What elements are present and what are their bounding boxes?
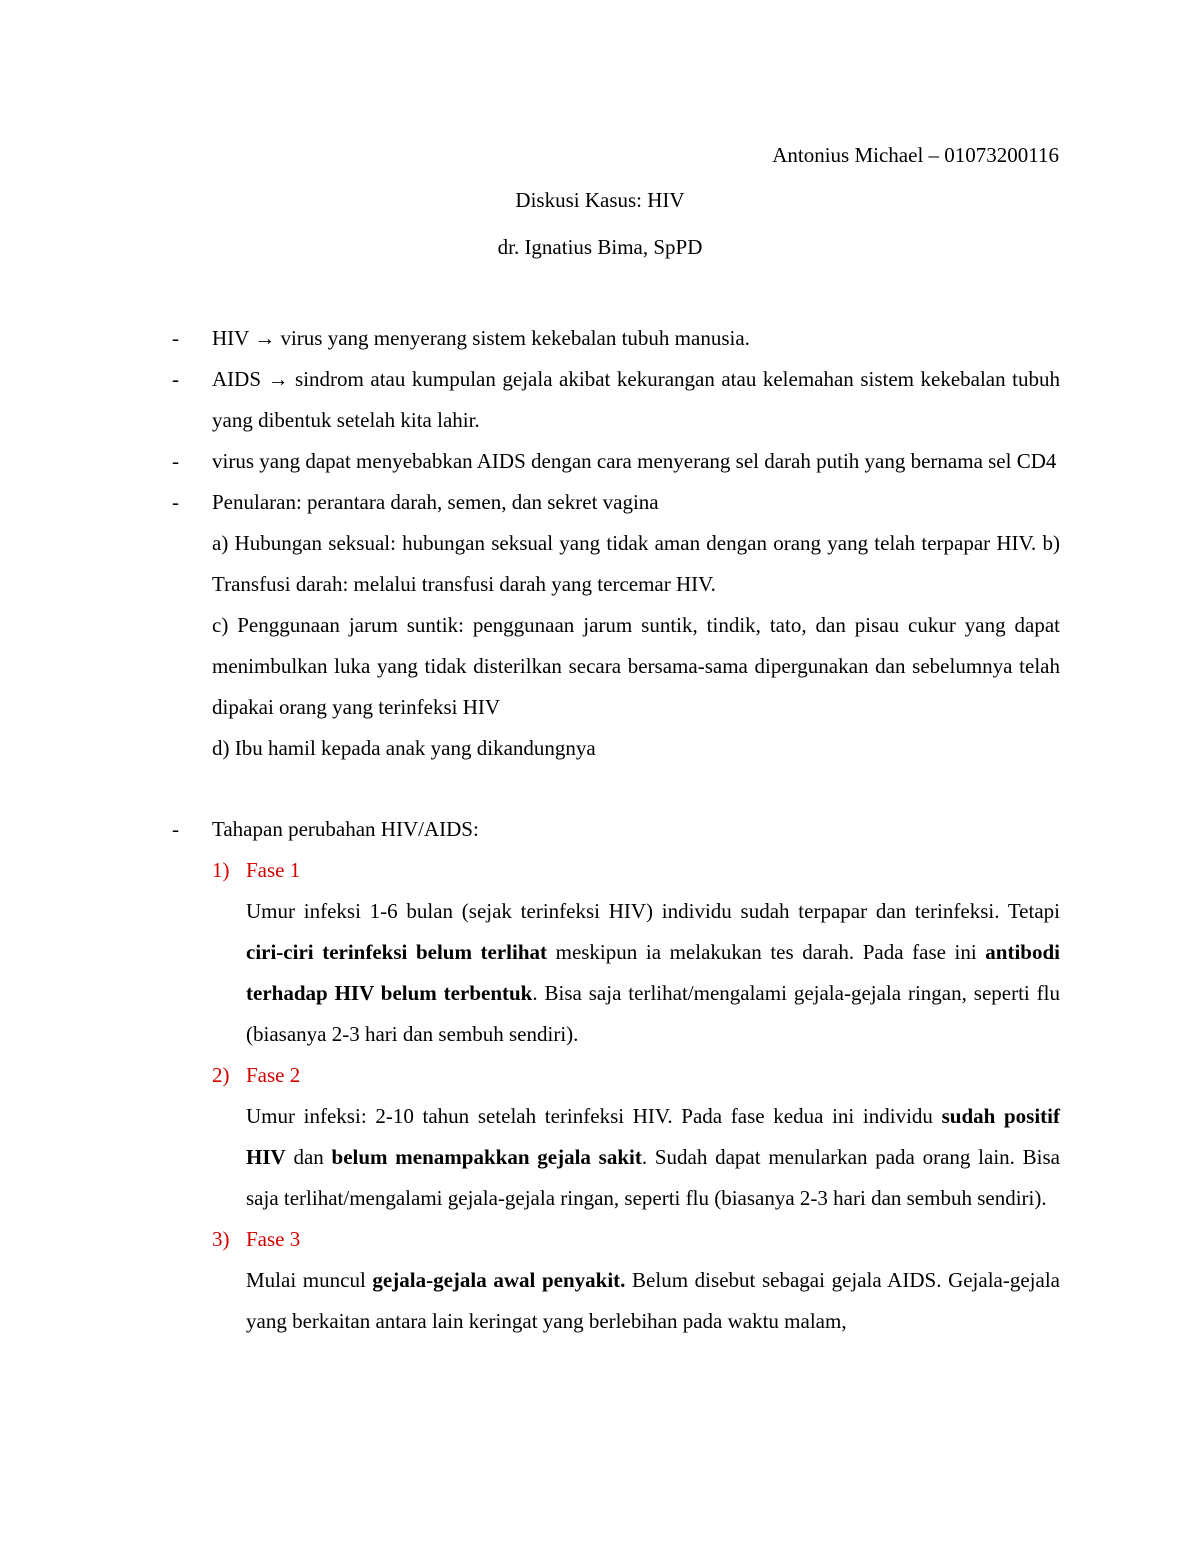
bullet-text: HIV → virus yang menyerang sistem kekebalan tubuh manusia. [212, 326, 750, 350]
text: meskipun ia melakukan tes darah. Pada fase ini [547, 940, 986, 964]
text: . Bisa saja terlihat/mengalami gejala-gejala ringan, seperti flu (biasanya 2-3 hari dan sembuh sendiri). [246, 981, 1060, 1046]
phase-number: 1) [212, 858, 230, 882]
bullet-aids [172, 359, 1060, 441]
bullet-dash: - [172, 326, 179, 350]
transmission-d: d) Ibu hamil kepada anak yang dikandungnya [212, 736, 596, 760]
phase-label: Fase 3 [246, 1227, 301, 1251]
text: Belum disebut sebagai gejala AIDS. Gejala-gejala yang berkaitan antara lain keringat yang berlebihan pada waktu malam, [246, 1268, 1060, 1333]
bullet-hiv [172, 318, 1060, 359]
transmission-c: c) Penggunaan jarum suntik: penggunaan jarum suntik, tindik, tato, dan pisau cukur yang dapat menimbulkan luka yang tidak disterilkan secara bersama-sama dipergunakan dan sebelumnya telah dipakai orang yang terinfeksi HIV [212, 613, 1060, 719]
phase-label: Fase 1 [246, 858, 301, 882]
document-body [172, 318, 1060, 1342]
spacer [172, 769, 1060, 809]
bullet-text: AIDS → sindrom atau kumpulan gejala akibat kekurangan atau kelemahan sistem kekebalan tubuh yang dibentuk setelah kita lahir. [212, 367, 1060, 432]
bold-text: sudah positif HIV [246, 1104, 1060, 1169]
bullet-text: Tahapan perubahan HIV/AIDS: [212, 817, 479, 841]
phase-2-description [172, 1096, 1060, 1219]
bullet-text: virus yang dapat menyebabkan AIDS dengan cara menyerang sel darah putih yang bernama sel CD4 [212, 449, 1057, 473]
phase-1-heading [172, 850, 1060, 891]
phase-number: 2) [212, 1063, 230, 1087]
bold-text: gejala-gejala awal penyakit. [372, 1268, 626, 1292]
bullet-dash: - [172, 449, 179, 473]
bold-text: antibodi terhadap HIV belum terbentuk [246, 940, 1060, 1005]
text: Umur infeksi 1-6 bulan (sejak terinfeksi HIV) individu sudah terpapar dan terinfeksi. Tetapi [246, 899, 1060, 923]
phase-1-description [172, 891, 1060, 1055]
bold-text: belum menampakkan gejala sakit [331, 1145, 642, 1169]
bullet-dash: - [172, 490, 179, 514]
bold-text: ciri-ciri terinfeksi belum terlihat [246, 940, 548, 964]
phase-label: Fase 2 [246, 1063, 301, 1087]
bullet-virus [172, 441, 1060, 482]
text: dan [285, 1145, 332, 1169]
author-line: Antonius Michael – 01073200116 [772, 143, 1059, 167]
phase-3-heading [172, 1219, 1060, 1260]
phase-number: 3) [212, 1227, 230, 1251]
lecturer-line: dr. Ignatius Bima, SpPD [497, 235, 703, 259]
document-title: Diskusi Kasus: HIV [515, 188, 685, 212]
bullet-text: Penularan: perantara darah, semen, dan sekret vagina [212, 490, 659, 514]
text: . Sudah dapat menularkan pada orang lain. Bisa saja terlihat/mengalami gejala-gejala ringan, seperti flu (biasanya 2-3 hari dan sembuh sendiri). [246, 1145, 1061, 1210]
bullet-dash: - [172, 367, 179, 391]
transmission-ab: a) Hubungan seksual: hubungan seksual yang tidak aman dengan orang yang telah terpapar HIV. b) Transfusi darah: melalui transfusi darah yang tercemar HIV. [212, 531, 1060, 596]
phase-3-description [172, 1260, 1060, 1342]
bullet-stages [172, 809, 1060, 850]
text: Mulai muncul [246, 1268, 373, 1292]
bullet-penularan [172, 482, 1060, 523]
bullet-dash: - [172, 817, 179, 841]
phase-2-heading [172, 1055, 1060, 1096]
text: Umur infeksi: 2-10 tahun setelah terinfeksi HIV. Pada fase kedua ini individu [246, 1104, 942, 1128]
